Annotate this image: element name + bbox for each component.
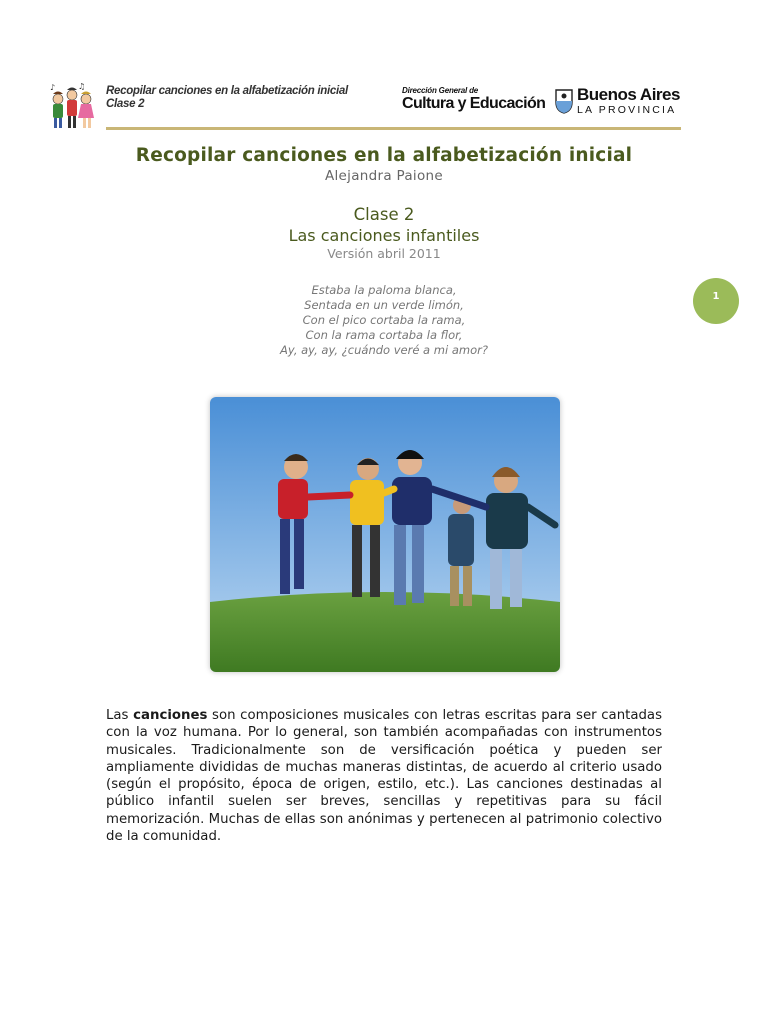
dgce-small-text: Dirección General de <box>402 86 479 95</box>
poem-line: Estaba la paloma blanca, <box>311 283 457 297</box>
province-shield-icon <box>555 88 573 114</box>
buenos-aires-logo <box>577 86 680 116</box>
document-author: Alejandra Paione <box>324 168 444 184</box>
poem-line: Sentada en un verde limón, <box>304 298 464 312</box>
paragraph-rest: son composiciones musicales con letras escritas para ser cantadas con la voz humana. Por lo general, son también acompañadas con instrumentos musicales. Tradicionalmente son de versificación poética y pueden ser ampliamente divididas de muchas maneras distintas, de acuerdo al criterio usado (según el propósito, época de origen, estilo, etc.). Las canciones destinadas al público infantil suelen ser breves, sencillas y repetitivas para su fácil memorización. Muchas de ellas son anónimas y pertenecen al patrimonio colectivo de la comunidad. <box>106 708 663 845</box>
province-big-text: Buenos Aires <box>577 85 680 104</box>
dgce-logo <box>402 86 545 113</box>
svg-text:♪: ♪ <box>50 83 56 92</box>
class-subtitle: Las canciones infantiles <box>288 226 480 245</box>
header-class-label: Clase 2 <box>106 98 145 110</box>
body-paragraph <box>106 707 662 845</box>
version-label: Versión abril 2011 <box>327 246 441 261</box>
class-heading: Clase 2 <box>353 205 415 224</box>
children-singing-logo <box>48 81 96 131</box>
poem-line: Con la rama cortaba la flor, <box>305 328 463 342</box>
children-circle-photo <box>210 397 560 672</box>
paragraph-bold-term: canciones <box>133 708 208 723</box>
paragraph-lead: Las <box>106 708 134 723</box>
svg-text:♫: ♫ <box>78 82 86 91</box>
header-divider <box>106 127 681 130</box>
header-course-title: Recopilar canciones en la alfabetización inicial <box>106 85 348 97</box>
province-small-text: LA PROVINCIA <box>577 104 677 116</box>
header-course-info <box>106 85 348 111</box>
poem-line: Ay, ay, ay, ¿cuándo veré a mi amor? <box>280 343 488 357</box>
poem-line: Con el pico cortaba la rama, <box>302 313 466 327</box>
dgce-big-text: Cultura y Educación <box>402 95 546 112</box>
page-number-badge: 1 <box>693 278 739 324</box>
poem-epigraph <box>0 283 768 358</box>
document-title: Recopilar canciones en la alfabetización inicial <box>135 145 633 166</box>
